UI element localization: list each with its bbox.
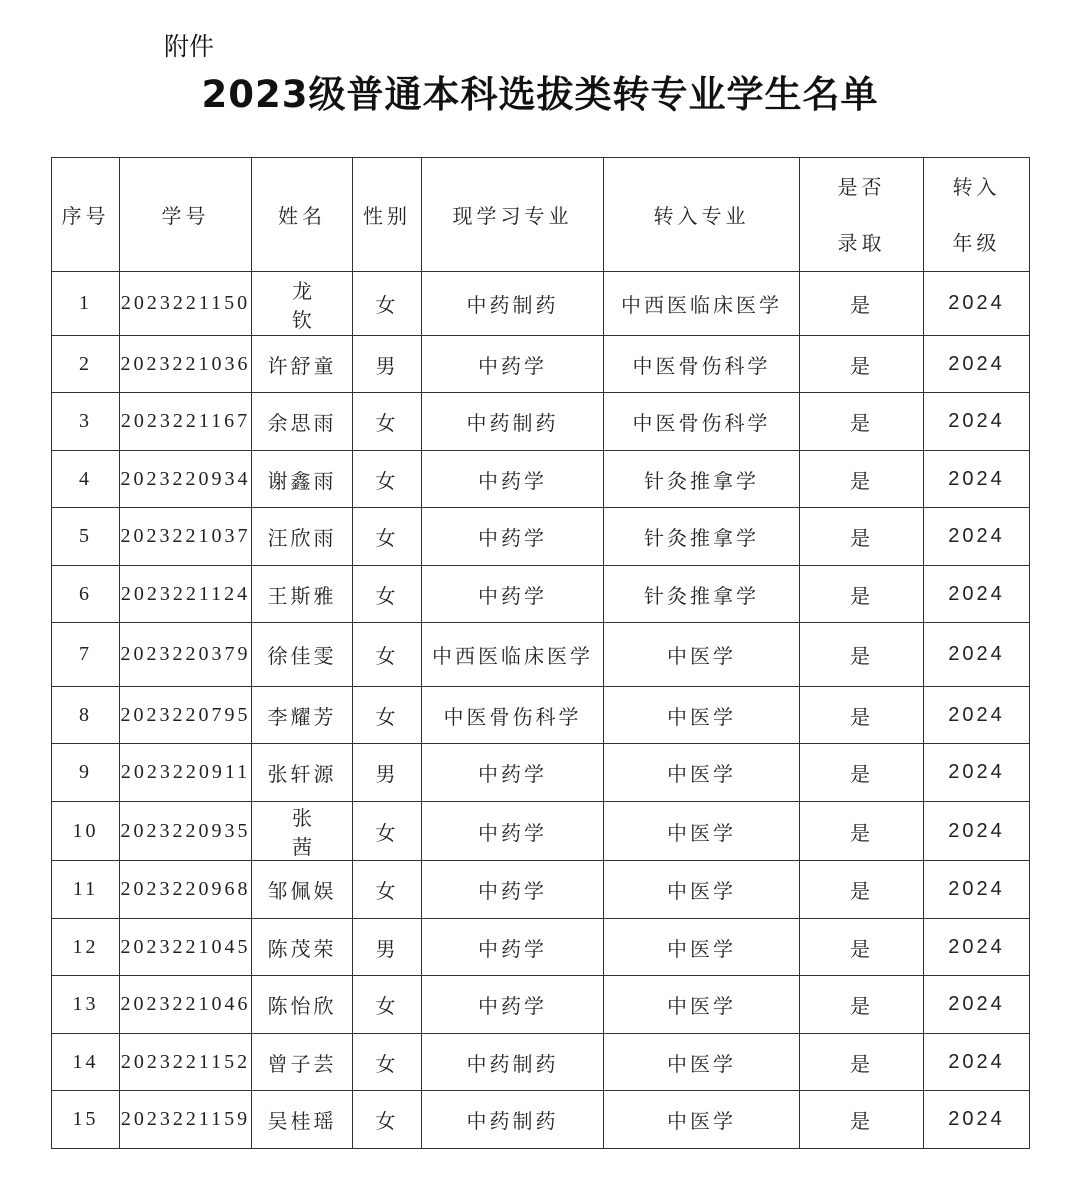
cell-index: 5 <box>52 508 120 566</box>
cell-admitted: 是 <box>800 336 924 393</box>
cell-current-major: 中药学 <box>422 976 604 1034</box>
cell-admitted: 是 <box>800 861 924 919</box>
cell-index: 3 <box>52 393 120 451</box>
header-grade <box>924 158 1030 272</box>
cell-target-major: 中医骨伤科学 <box>604 336 800 393</box>
attachment-label: 附件 <box>164 32 215 61</box>
cell-grade: 2024 <box>924 272 1030 336</box>
table-row <box>52 976 1030 1034</box>
table-row <box>52 508 1030 566</box>
table-row <box>52 336 1030 393</box>
cell-admitted: 是 <box>800 802 924 861</box>
cell-name: 许舒童 <box>252 336 353 393</box>
cell-student-id: 2023221152 <box>120 1034 252 1091</box>
cell-student-id: 2023220968 <box>120 861 252 919</box>
cell-grade: 2024 <box>924 451 1030 508</box>
cell-current-major: 中药制药 <box>422 1091 604 1149</box>
cell-current-major: 中药学 <box>422 919 604 976</box>
cell-student-id: 2023221150 <box>120 272 252 336</box>
cell-index: 4 <box>52 451 120 508</box>
cell-target-major: 中医学 <box>604 687 800 744</box>
cell-student-id: 2023221045 <box>120 919 252 976</box>
cell-index: 1 <box>52 272 120 336</box>
cell-admitted: 是 <box>800 508 924 566</box>
cell-index: 9 <box>52 744 120 802</box>
cell-index: 12 <box>52 919 120 976</box>
cell-admitted: 是 <box>800 744 924 802</box>
document-title: 2023级普通本科选拔类转专业学生名单 <box>201 73 879 116</box>
cell-target-major: 针灸推拿学 <box>604 451 800 508</box>
cell-student-id: 2023221167 <box>120 393 252 451</box>
cell-student-id: 2023220934 <box>120 451 252 508</box>
table-row <box>52 802 1030 861</box>
table-row <box>52 393 1030 451</box>
cell-target-major: 中医学 <box>604 1091 800 1149</box>
cell-grade: 2024 <box>924 393 1030 451</box>
cell-target-major: 中医学 <box>604 623 800 687</box>
cell-student-id: 2023221037 <box>120 508 252 566</box>
cell-gender: 女 <box>353 393 422 451</box>
cell-gender: 女 <box>353 1034 422 1091</box>
cell-index: 10 <box>52 802 120 861</box>
table-row <box>52 861 1030 919</box>
cell-target-major: 中医学 <box>604 976 800 1034</box>
cell-target-major: 中医骨伤科学 <box>604 393 800 451</box>
cell-admitted: 是 <box>800 687 924 744</box>
cell-grade: 2024 <box>924 623 1030 687</box>
cell-current-major: 中药制药 <box>422 1034 604 1091</box>
cell-admitted: 是 <box>800 1034 924 1091</box>
cell-name: 李耀芳 <box>252 687 353 744</box>
cell-gender: 女 <box>353 1091 422 1149</box>
cell-name: 陈茂荣 <box>252 919 353 976</box>
cell-name: 龙钦 <box>252 272 353 336</box>
table-header-row <box>52 158 1030 272</box>
cell-target-major: 中医学 <box>604 802 800 861</box>
table-row <box>52 919 1030 976</box>
header-target-major: 转入专业 <box>604 158 800 272</box>
cell-current-major: 中药学 <box>422 566 604 623</box>
cell-grade: 2024 <box>924 687 1030 744</box>
header-gender: 性别 <box>353 158 422 272</box>
cell-grade: 2024 <box>924 508 1030 566</box>
header-index: 序号 <box>52 158 120 272</box>
cell-gender: 女 <box>353 687 422 744</box>
cell-target-major: 中医学 <box>604 1034 800 1091</box>
table-row <box>52 451 1030 508</box>
cell-grade: 2024 <box>924 802 1030 861</box>
header-grade-line2: 年级 <box>952 230 1001 255</box>
cell-target-major: 中医学 <box>604 744 800 802</box>
cell-name: 汪欣雨 <box>252 508 353 566</box>
cell-name: 王斯雅 <box>252 566 353 623</box>
header-admitted-line1: 是否 <box>837 174 886 199</box>
cell-current-major: 中药学 <box>422 744 604 802</box>
table-row <box>52 272 1030 336</box>
cell-student-id: 2023221036 <box>120 336 252 393</box>
cell-grade: 2024 <box>924 744 1030 802</box>
cell-name: 吴桂瑶 <box>252 1091 353 1149</box>
cell-student-id: 2023220911 <box>120 744 252 802</box>
cell-admitted: 是 <box>800 976 924 1034</box>
cell-current-major: 中药学 <box>422 861 604 919</box>
cell-admitted: 是 <box>800 272 924 336</box>
cell-target-major: 中医学 <box>604 861 800 919</box>
cell-admitted: 是 <box>800 919 924 976</box>
cell-index: 2 <box>52 336 120 393</box>
cell-name: 陈怡欣 <box>252 976 353 1034</box>
cell-current-major: 中医骨伤科学 <box>422 687 604 744</box>
table-body <box>52 272 1030 1149</box>
cell-grade: 2024 <box>924 336 1030 393</box>
cell-index: 14 <box>52 1034 120 1091</box>
cell-gender: 男 <box>353 919 422 976</box>
header-grade-line1: 转入 <box>952 174 1001 199</box>
cell-name: 曾子芸 <box>252 1034 353 1091</box>
header-student-id: 学号 <box>120 158 252 272</box>
cell-gender: 男 <box>353 744 422 802</box>
cell-gender: 女 <box>353 623 422 687</box>
cell-current-major: 中药制药 <box>422 272 604 336</box>
cell-name: 谢鑫雨 <box>252 451 353 508</box>
cell-index: 13 <box>52 976 120 1034</box>
cell-current-major: 中药学 <box>422 451 604 508</box>
cell-grade: 2024 <box>924 566 1030 623</box>
cell-target-major: 针灸推拿学 <box>604 508 800 566</box>
table-row <box>52 1091 1030 1149</box>
cell-admitted: 是 <box>800 1091 924 1149</box>
cell-gender: 男 <box>353 336 422 393</box>
cell-index: 15 <box>52 1091 120 1149</box>
cell-name: 徐佳雯 <box>252 623 353 687</box>
cell-name: 邹佩娱 <box>252 861 353 919</box>
cell-name: 张茜 <box>252 802 353 861</box>
cell-target-major: 中西医临床医学 <box>604 272 800 336</box>
cell-index: 8 <box>52 687 120 744</box>
transfer-student-table <box>51 157 1030 1149</box>
cell-grade: 2024 <box>924 1034 1030 1091</box>
cell-gender: 女 <box>353 861 422 919</box>
cell-index: 6 <box>52 566 120 623</box>
header-admitted-line2: 录取 <box>837 230 886 255</box>
cell-index: 7 <box>52 623 120 687</box>
cell-name: 余思雨 <box>252 393 353 451</box>
cell-current-major: 中西医临床医学 <box>422 623 604 687</box>
table-row <box>52 687 1030 744</box>
cell-gender: 女 <box>353 566 422 623</box>
header-name: 姓名 <box>252 158 353 272</box>
cell-admitted: 是 <box>800 393 924 451</box>
cell-gender: 女 <box>353 508 422 566</box>
cell-grade: 2024 <box>924 976 1030 1034</box>
cell-target-major: 针灸推拿学 <box>604 566 800 623</box>
table-row <box>52 566 1030 623</box>
table-row <box>52 744 1030 802</box>
cell-current-major: 中药学 <box>422 336 604 393</box>
cell-index: 11 <box>52 861 120 919</box>
cell-grade: 2024 <box>924 919 1030 976</box>
cell-name: 张轩源 <box>252 744 353 802</box>
cell-grade: 2024 <box>924 1091 1030 1149</box>
table-row <box>52 1034 1030 1091</box>
cell-current-major: 中药学 <box>422 802 604 861</box>
cell-current-major: 中药学 <box>422 508 604 566</box>
cell-admitted: 是 <box>800 623 924 687</box>
header-current-major: 现学习专业 <box>422 158 604 272</box>
cell-gender: 女 <box>353 976 422 1034</box>
cell-student-id: 2023220379 <box>120 623 252 687</box>
cell-admitted: 是 <box>800 566 924 623</box>
cell-student-id: 2023221046 <box>120 976 252 1034</box>
cell-gender: 女 <box>353 272 422 336</box>
cell-student-id: 2023220795 <box>120 687 252 744</box>
cell-grade: 2024 <box>924 861 1030 919</box>
cell-student-id: 2023220935 <box>120 802 252 861</box>
cell-target-major: 中医学 <box>604 919 800 976</box>
cell-student-id: 2023221124 <box>120 566 252 623</box>
cell-gender: 女 <box>353 451 422 508</box>
table-row <box>52 623 1030 687</box>
cell-current-major: 中药制药 <box>422 393 604 451</box>
cell-admitted: 是 <box>800 451 924 508</box>
cell-student-id: 2023221159 <box>120 1091 252 1149</box>
cell-gender: 女 <box>353 802 422 861</box>
header-admitted <box>800 158 924 272</box>
